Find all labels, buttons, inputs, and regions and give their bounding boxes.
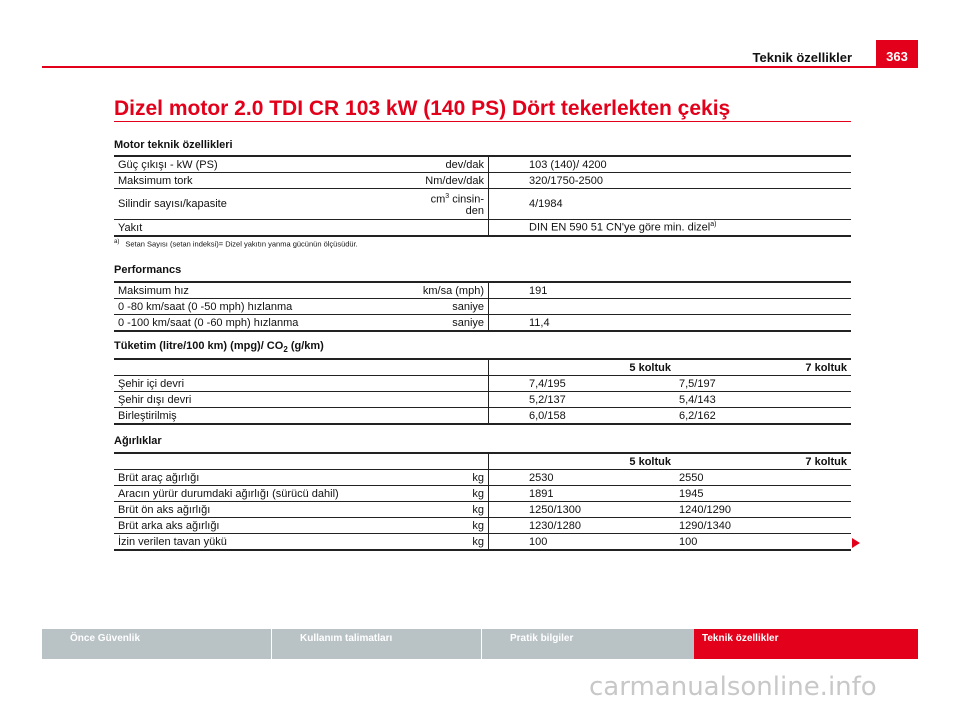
table-row: Brüt araç ağırlığı kg 2530 2550 xyxy=(114,470,851,486)
page-number: 363 xyxy=(876,40,918,67)
consumption-heading: Tüketim (litre/100 km) (mpg)/ $CO_2$ (g/km) xyxy=(114,340,324,355)
table-row: 0 -80 km/saat (0 -50 mph) hızlanma saniye xyxy=(114,299,851,315)
engine-heading: Motor teknik özellikleri xyxy=(114,139,233,151)
table-row: 0 -100 km/saat (0 -60 mph) hızlanma saniye 11,4 xyxy=(114,315,851,332)
performance-table xyxy=(114,281,851,332)
table-row: Şehir dışı devri 5,2/137 5,4/143 xyxy=(114,392,851,408)
table-row: Aracın yürür durumdaki ağırlığı (sürücü dahil) kg 1891 1945 xyxy=(114,486,851,502)
footnote: $^{a)}$ Setan Sayısı (setan indeksi)= Dizel yakıtın yanma gücünün ölçüsüdür. xyxy=(114,239,358,249)
table-row: Şehir içi devri 7,4/195 7,5/197 xyxy=(114,376,851,392)
table-row: Yakıt DIN EN 590 51 CN'ye göre min. dizel$^{a)}$ xyxy=(114,220,851,237)
table-row: Güç çıkışı - kW (PS) dev/dak 103 (140)/ 4200 xyxy=(114,156,851,173)
table-row: Birleştirilmiş 6,0/158 6,2/162 xyxy=(114,408,851,425)
footer-nav xyxy=(42,629,918,659)
footer-tab-safety[interactable]: Önce Güvenlik xyxy=(42,629,272,659)
footer-tab-practical[interactable]: Pratik bilgiler xyxy=(482,629,694,659)
section-title: Teknik özellikler xyxy=(752,50,852,65)
weights-heading: Ağırlıklar xyxy=(114,435,162,447)
table-row: Silindir sayısı/kapasite $cm^3$ cinsin- den 4/1984 xyxy=(114,189,851,220)
table-row: Brüt ön aks ağırlığı kg 1250/1300 1240/1290 xyxy=(114,502,851,518)
engine-table xyxy=(114,155,851,237)
footer-tab-technical[interactable]: Teknik özellikler xyxy=(694,629,918,659)
table-row: İzin verilen tavan yükü kg 100 100 xyxy=(114,534,851,551)
header-rule xyxy=(42,66,918,68)
weights-table xyxy=(114,452,851,551)
page-title: Dizel motor 2.0 TDI CR 103 kW (140 PS) Dört tekerlekten çekiş xyxy=(114,97,731,120)
footer-tab-operating[interactable]: Kullanım talimatları xyxy=(272,629,482,659)
table-row: Brüt arka aks ağırlığı kg 1230/1280 1290/1340 xyxy=(114,518,851,534)
continue-arrow-icon[interactable] xyxy=(852,538,860,548)
table-row: Maksimum hız km/sa (mph) 191 xyxy=(114,282,851,299)
table-header-row: 5 koltuk 7 koltuk xyxy=(114,453,851,470)
displacement-unit: $cm^3$ cinsin- den xyxy=(352,189,489,220)
table-header-row: 5 koltuk 7 koltuk xyxy=(114,359,851,376)
title-underline xyxy=(114,121,851,122)
table-row: Maksimum tork Nm/dev/dak 320/1750-2500 xyxy=(114,173,851,189)
watermark: carmanualsonline.info xyxy=(589,672,877,702)
performance-heading: Performancs xyxy=(114,264,182,276)
consumption-table xyxy=(114,358,851,425)
